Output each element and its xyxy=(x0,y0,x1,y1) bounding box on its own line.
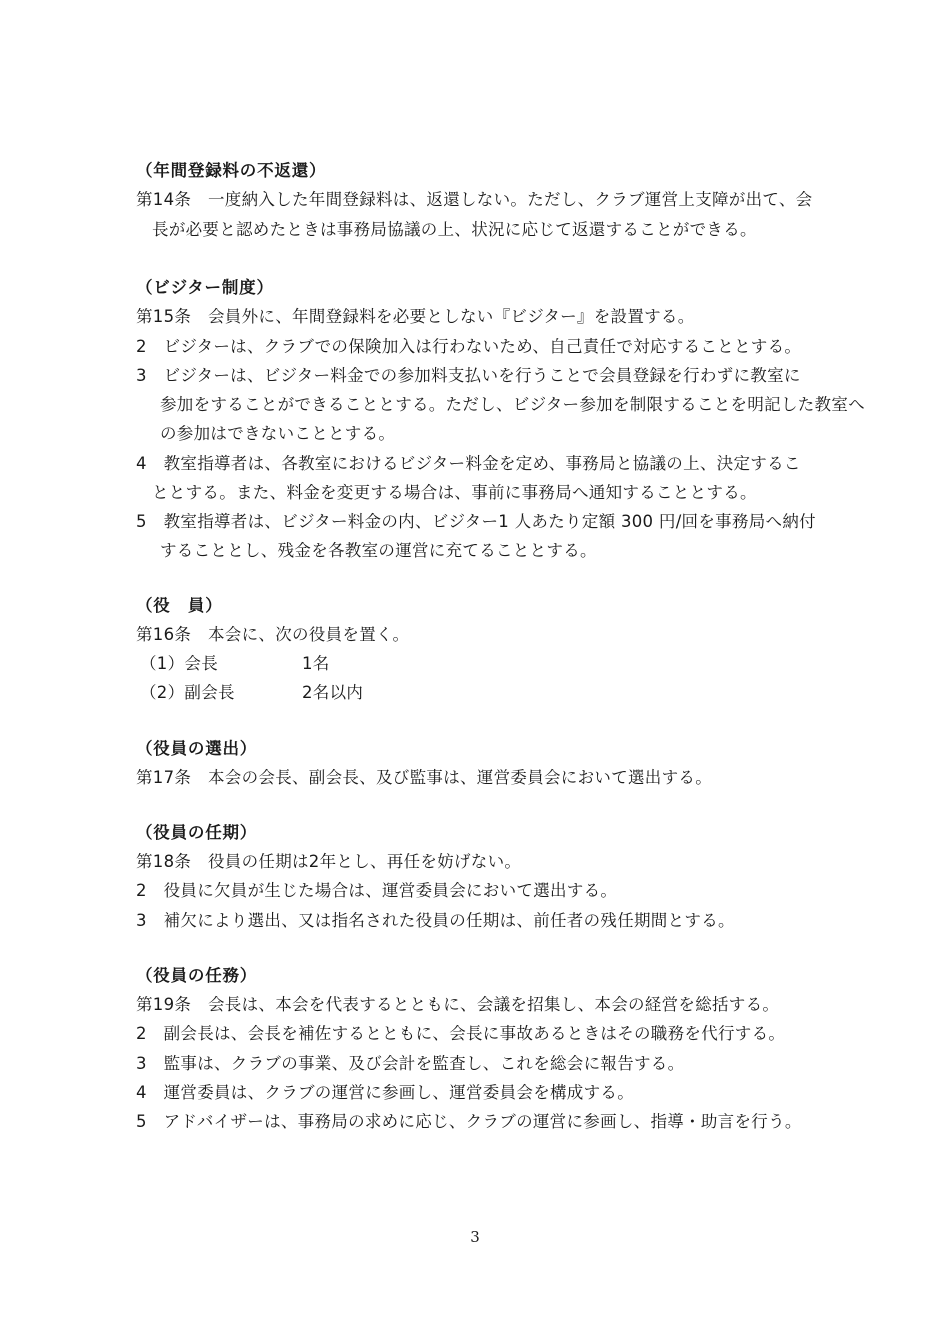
article-18-item-2: 2 役員に欠員が生じた場合は、運営委員会において選出する。 xyxy=(136,881,618,900)
section-heading-duties: （役員の任務） xyxy=(136,966,258,985)
article-19-item-2: 2 副会長は、会長を補佐するとともに、会長に事故あるときはその職務を代行する。 xyxy=(136,1024,786,1043)
section-heading-term: （役員の任期） xyxy=(136,823,258,842)
article-15-item-3-cont-2: の参加はできないこととする。 xyxy=(160,424,396,443)
section-heading-election: （役員の選出） xyxy=(136,739,258,758)
article-14-line-2: 長が必要と認めたときは事務局協議の上、状況に応じて返還することができる。 xyxy=(152,220,757,239)
article-17-line-1: 第17条 本会の会長、副会長、及び監事は、運営委員会において選出する。 xyxy=(136,768,712,787)
article-19-line-1: 第19条 会長は、本会を代表するとともに、会議を招集し、本会の経営を総括する。 xyxy=(136,995,780,1014)
article-15-item-4-cont: ととする。また、料金を変更する場合は、事前に事務局へ通知することとする。 xyxy=(152,483,757,502)
article-18-item-3: 3 補欠により選出、又は指名された役員の任期は、前任者の残任期間とする。 xyxy=(136,911,735,930)
page-number: 3 xyxy=(470,1228,480,1246)
article-15-item-3: 3 ビジターは、ビジター料金での参加料支払いを行うことで会員登録を行わずに教室に xyxy=(136,366,801,385)
section-heading-visitor: （ビジター制度） xyxy=(136,278,274,297)
section-heading-registration-fee: （年間登録料の不返還） xyxy=(136,161,327,180)
article-15-item-5-cont: することとし、残金を各教室の運営に充てることとする。 xyxy=(160,541,597,560)
article-19-item-3: 3 監事は、クラブの事業、及び会計を監査し、これを総会に報告する。 xyxy=(136,1054,685,1073)
article-15-line-1: 第15条 会員外に、年間登録料を必要としない『ビジター』を設置する。 xyxy=(136,307,695,326)
article-16-line-1: 第16条 本会に、次の役員を置く。 xyxy=(136,625,410,644)
article-15-item-4: 4 教室指導者は、各教室におけるビジター料金を定め、事務局と協議の上、決定するこ xyxy=(136,454,801,473)
article-15-item-3-cont-1: 参加をすることができることとする。ただし、ビジター参加を制限することを明記した教室へ xyxy=(160,395,865,414)
section-heading-officers: （役 員） xyxy=(136,596,223,615)
article-16-item-1: （1）会長 1名 xyxy=(140,654,330,673)
article-19-item-4: 4 運営委員は、クラブの運営に参画し、運営委員会を構成する。 xyxy=(136,1083,634,1102)
article-19-item-5: 5 アドバイザーは、事務局の求めに応じ、クラブの運営に参画し、指導・助言を行う。 xyxy=(136,1112,802,1131)
article-15-item-5: 5 教室指導者は、ビジター料金の内、ビジター1 人あたり定額 300 円/回を事務局へ納付 xyxy=(136,512,816,531)
article-15-item-2: 2 ビジターは、クラブでの保険加入は行わないため、自己責任で対応することとする。 xyxy=(136,337,802,356)
article-16-item-2: （2）副会長 2名以内 xyxy=(140,683,364,702)
article-14-line-1: 第14条 一度納入した年間登録料は、返還しない。ただし、クラブ運営上支障が出て、会 xyxy=(136,190,813,209)
article-18-line-1: 第18条 役員の任期は2年とし、再任を妨げない。 xyxy=(136,852,522,871)
